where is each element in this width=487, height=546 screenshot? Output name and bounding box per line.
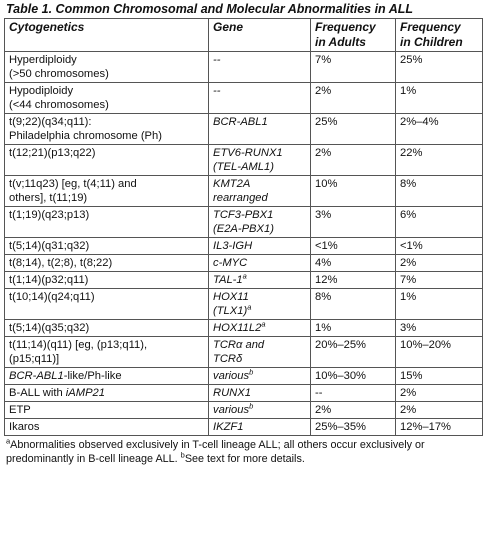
- gene-line: TCRδ: [213, 353, 243, 365]
- cytogenetics-line: (p15;q11)]: [9, 353, 60, 365]
- cell-gene: [209, 83, 311, 114]
- cell-frequency-children: 12%–17%: [396, 419, 483, 436]
- footnote-marker: b: [249, 367, 254, 377]
- gene-line: TAL-1: [213, 274, 243, 286]
- gene-line: HOX11: [213, 291, 249, 303]
- table-row: [5, 255, 483, 272]
- table-row: [5, 337, 483, 368]
- cytogenetics-line: others], t(11;19): [9, 192, 88, 204]
- gene-line: various: [213, 404, 250, 416]
- cell-frequency-children: 15%: [396, 368, 483, 385]
- header-adults-line2: in Adults: [315, 35, 366, 49]
- cell-gene: [209, 207, 311, 238]
- gene-line: rearranged: [213, 192, 268, 204]
- table-footnotes: [4, 436, 478, 466]
- table-row: [5, 238, 483, 255]
- cell-gene: [209, 272, 311, 289]
- gene-line: TCF3-PBX1: [213, 209, 274, 221]
- footnote-a-marker: a: [6, 436, 11, 446]
- cytogenetics-line: Hyperdiploidy: [9, 54, 77, 66]
- cell-frequency-children: 7%: [396, 272, 483, 289]
- cell-frequency-adults: 1%: [311, 320, 396, 337]
- table-row: [5, 320, 483, 337]
- table-row: [5, 368, 483, 385]
- cell-cytogenetics: [5, 272, 209, 289]
- cell-frequency-children: 3%: [396, 320, 483, 337]
- cell-frequency-children: 22%: [396, 145, 483, 176]
- cytogenetics-line: t(1;14)(p32;q11): [9, 274, 89, 286]
- cytogenetics-line: BCR-ABL1-like/Ph-like: [9, 370, 122, 382]
- table-row: [5, 289, 483, 320]
- cell-frequency-adults: <1%: [311, 238, 396, 255]
- cytogenetics-line: (<44 chromosomes): [9, 99, 109, 111]
- cytogenetics-line: (>50 chromosomes): [9, 68, 109, 80]
- cell-frequency-children: 2%: [396, 255, 483, 272]
- cytogenetics-line: t(v;11q23) [eg, t(4;11) and: [9, 178, 137, 190]
- gene-line: --: [213, 54, 221, 66]
- gene-line: c-MYC: [213, 257, 248, 269]
- cell-frequency-adults: 2%: [311, 145, 396, 176]
- cytogenetics-line: t(9;22)(q34;q11):: [9, 116, 92, 128]
- cell-gene: [209, 114, 311, 145]
- cell-gene: [209, 255, 311, 272]
- cell-cytogenetics: [5, 238, 209, 255]
- cell-cytogenetics: [5, 145, 209, 176]
- gene-line: TCRα and: [213, 339, 265, 351]
- cell-frequency-adults: 2%: [311, 83, 396, 114]
- gene-line: various: [213, 370, 250, 382]
- cell-gene: [209, 402, 311, 419]
- cell-gene: [209, 289, 311, 320]
- cytogenetics-line: t(1;19)(q23;p13): [9, 209, 90, 221]
- cell-frequency-adults: 25%–35%: [311, 419, 396, 436]
- cell-frequency-children: 1%: [396, 83, 483, 114]
- cell-frequency-children: 6%: [396, 207, 483, 238]
- cell-cytogenetics: [5, 114, 209, 145]
- cell-gene: [209, 419, 311, 436]
- gene-line: (TEL-AML1): [213, 161, 274, 173]
- footnote-marker: b: [249, 401, 254, 411]
- cell-cytogenetics: [5, 402, 209, 419]
- table-row: [5, 419, 483, 436]
- cell-cytogenetics: [5, 368, 209, 385]
- gene-line: ETV6-RUNX1: [213, 147, 283, 159]
- cytogenetics-line: Ikaros: [9, 421, 40, 433]
- cytogenetics-line: Philadelphia chromosome (Ph): [9, 130, 162, 142]
- footnote-marker: a: [242, 271, 247, 281]
- table-row: [5, 385, 483, 402]
- table-row: [5, 145, 483, 176]
- cell-gene: [209, 238, 311, 255]
- cell-cytogenetics: [5, 385, 209, 402]
- footnote-b-marker: b: [180, 449, 185, 459]
- cell-frequency-adults: 3%: [311, 207, 396, 238]
- cell-frequency-children: 1%: [396, 289, 483, 320]
- cell-frequency-adults: 4%: [311, 255, 396, 272]
- cell-gene: [209, 176, 311, 207]
- footnote-marker: a: [247, 302, 252, 312]
- cytogenetics-line: B-ALL with iAMP21: [9, 387, 105, 399]
- cell-gene: [209, 368, 311, 385]
- table-row: [5, 114, 483, 145]
- cytogenetics-line: ETP: [9, 404, 31, 416]
- gene-line: IL3-IGH: [213, 240, 253, 252]
- cell-cytogenetics: [5, 289, 209, 320]
- footnote-b-text: See text for more details.: [184, 452, 305, 465]
- gene-line: IKZF1: [213, 421, 244, 433]
- cell-cytogenetics: [5, 255, 209, 272]
- cell-gene: [209, 385, 311, 402]
- cell-frequency-adults: 25%: [311, 114, 396, 145]
- cell-gene: [209, 320, 311, 337]
- table-body: [5, 52, 483, 436]
- table-header-row: [5, 19, 483, 52]
- cell-frequency-children: 25%: [396, 52, 483, 83]
- cytogenetics-line: t(5;14)(q35;q32): [9, 322, 90, 334]
- table-caption: Table 1. Common Chromosomal and Molecular Abnormalities in ALL: [6, 2, 413, 16]
- cytogenetics-line: t(5;14)(q31;q32): [9, 240, 90, 252]
- cell-cytogenetics: [5, 207, 209, 238]
- table-row: [5, 207, 483, 238]
- cell-cytogenetics: [5, 320, 209, 337]
- cytogenetics-line: t(8;14), t(2;8), t(8;22): [9, 257, 113, 269]
- header-adults-line1: Frequency: [315, 20, 376, 34]
- gene-line: HOX11L2: [213, 322, 262, 334]
- header-frequency-children: [396, 19, 483, 52]
- cytogenetics-line: t(12;21)(p13;q22): [9, 147, 96, 159]
- gene-line: BCR-ABL1: [213, 116, 268, 128]
- table-row: [5, 272, 483, 289]
- cell-gene: [209, 52, 311, 83]
- gene-line: KMT2A: [213, 178, 251, 190]
- abnormalities-table: [4, 18, 483, 436]
- header-gene: Gene: [209, 19, 311, 52]
- cell-cytogenetics: [5, 176, 209, 207]
- header-frequency-adults: [311, 19, 396, 52]
- cell-frequency-children: 8%: [396, 176, 483, 207]
- cell-frequency-adults: 2%: [311, 402, 396, 419]
- table-row: [5, 83, 483, 114]
- header-cytogenetics: Cytogenetics: [5, 19, 209, 52]
- cell-cytogenetics: [5, 419, 209, 436]
- cell-frequency-adults: 7%: [311, 52, 396, 83]
- cell-frequency-children: 10%–20%: [396, 337, 483, 368]
- footnote-marker: a: [261, 319, 266, 329]
- gene-line: RUNX1: [213, 387, 251, 399]
- table-row: [5, 176, 483, 207]
- cell-frequency-children: 2%–4%: [396, 114, 483, 145]
- header-children-line1: Frequency: [400, 20, 461, 34]
- footnote-a-text: Abnormalities observed exclusively in T-cell lineage ALL; all others occur exclusively or predominantly in B-cell lineage ALL.: [6, 439, 425, 465]
- cytogenetics-line: t(11;14)(q11) [eg, (p13;q11),: [9, 339, 148, 351]
- cell-frequency-children: 2%: [396, 402, 483, 419]
- cell-cytogenetics: [5, 337, 209, 368]
- cell-frequency-adults: 10%: [311, 176, 396, 207]
- cell-frequency-adults: 10%–30%: [311, 368, 396, 385]
- cytogenetics-line: t(10;14)(q24;q11): [9, 291, 95, 303]
- header-children-line2: in Children: [400, 35, 463, 49]
- gene-line: --: [213, 85, 221, 97]
- gene-line: (TLX1): [213, 305, 248, 317]
- gene-line: (E2A-PBX1): [213, 223, 274, 235]
- cytogenetics-line: Hypodiploidy: [9, 85, 74, 97]
- cell-frequency-children: <1%: [396, 238, 483, 255]
- cell-frequency-adults: 8%: [311, 289, 396, 320]
- cell-frequency-adults: 12%: [311, 272, 396, 289]
- cell-frequency-children: 2%: [396, 385, 483, 402]
- cell-gene: [209, 145, 311, 176]
- cell-frequency-adults: 20%–25%: [311, 337, 396, 368]
- table-row: [5, 402, 483, 419]
- cell-gene: [209, 337, 311, 368]
- cell-cytogenetics: [5, 83, 209, 114]
- table-row: [5, 52, 483, 83]
- cell-cytogenetics: [5, 52, 209, 83]
- cell-frequency-adults: --: [311, 385, 396, 402]
